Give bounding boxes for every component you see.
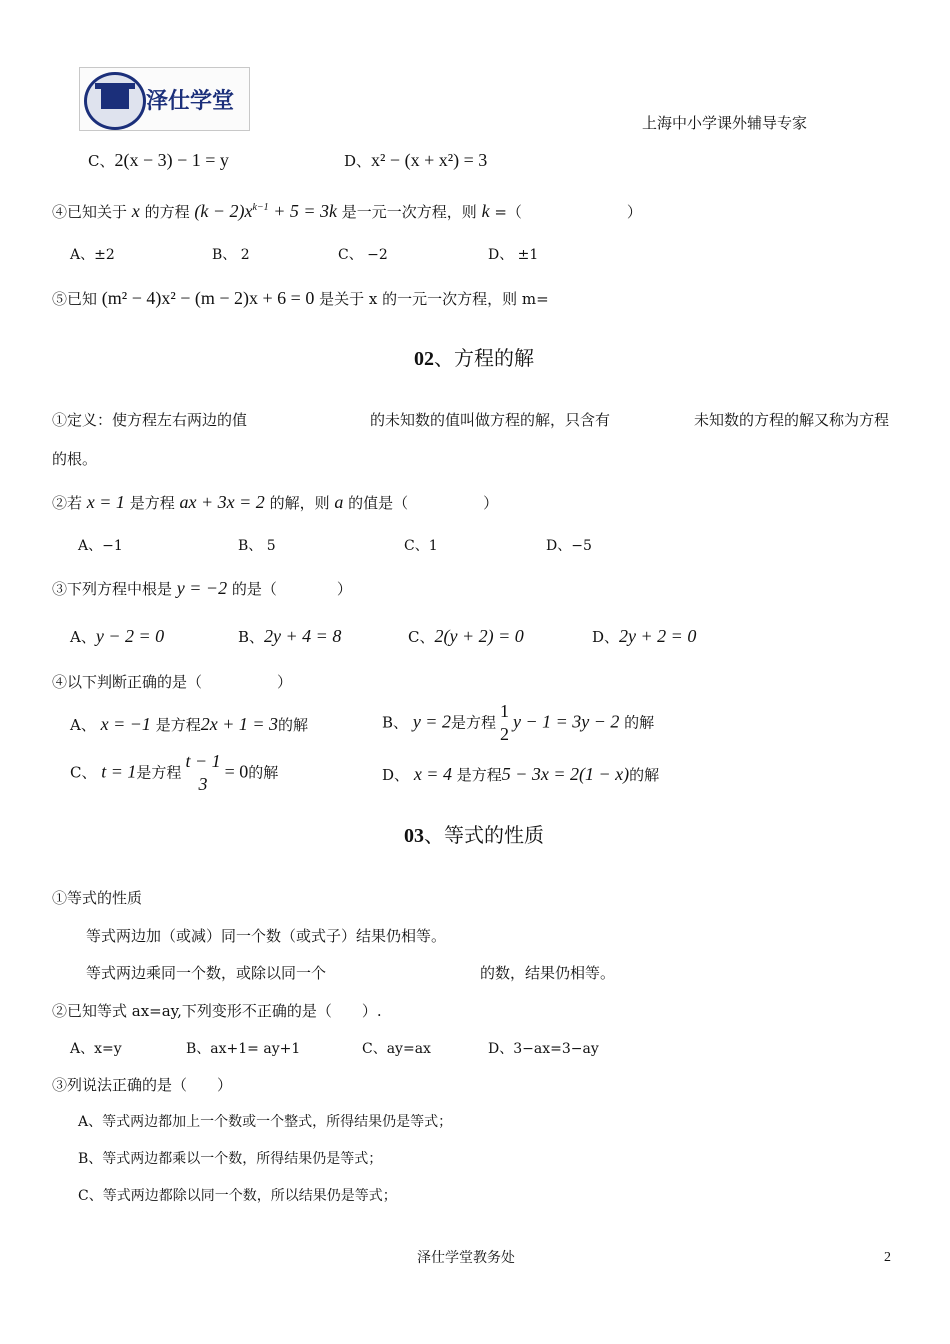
option-label: C、 (88, 152, 115, 170)
s3q2-option-a: A、x=y (70, 1041, 122, 1057)
numerator: 1 (499, 701, 509, 721)
text: 是方程 (129, 494, 175, 512)
answer-blank: =（ ） (494, 203, 642, 221)
variable: k (481, 201, 490, 221)
q4-option-a: A、±2 (70, 247, 115, 263)
fraction (185, 750, 220, 797)
option-label: C、 (70, 763, 97, 782)
s2q4-option-a (70, 714, 308, 736)
denominator: 3 (198, 774, 208, 795)
text: 的方程 (144, 203, 190, 221)
question-4-stem (52, 201, 642, 223)
option-label: B、 (238, 628, 265, 646)
option-label: A、 (70, 628, 96, 646)
s2-question-4-stem: ④以下判断正确的是（ ） (52, 673, 293, 691)
page-number: 2 (884, 1250, 891, 1265)
text: ④已知关于 (52, 203, 128, 221)
s3q2-option-d: D、3−ax=3−ay (488, 1041, 599, 1057)
equation: 5 − 3x = 2(1 − x) (501, 764, 630, 784)
equation: t = 1 (101, 761, 137, 782)
equation: x = 1 (86, 492, 125, 512)
prev-option-d (344, 150, 487, 172)
option-label: A、 (70, 716, 96, 734)
s2q4-option-b (382, 700, 654, 747)
s3q3-option-b: B、等式两边都乘以一个数，所得结果仍是等式； (78, 1151, 383, 1167)
s2q4-option-d (382, 764, 659, 786)
equation: = 0 (224, 761, 249, 782)
s3-question-2-stem: ②已知等式 ax=ay,下列变形不正确的是（ ）. (52, 1002, 382, 1020)
text: 的解，则 (269, 494, 330, 512)
q4-option-c: C、 −2 (338, 247, 388, 263)
s3q2-option-c: C、ay=ax (362, 1041, 431, 1057)
s3-question-1-stem: ①等式的性质 (52, 889, 143, 907)
s3q2-option-b: B、ax+1= ay+1 (186, 1041, 301, 1057)
text: 是方程 (450, 713, 496, 732)
text: 的解 (624, 713, 655, 732)
equation: x = −1 (100, 714, 151, 734)
text: ③下列方程中根是 (52, 580, 173, 598)
s3-q1-line2b: 的数，结果仍相等。 (480, 964, 616, 982)
equation: ax + 3x = 2 (179, 492, 265, 512)
equation: 2(x − 3) − 1 = y (114, 150, 229, 170)
s2-q1-part1: ①定义：使方程左右两边的值 (52, 411, 248, 429)
section-title: 、方程的解 (434, 346, 534, 370)
footer-center: 泽仕学堂教务处 (417, 1250, 515, 1266)
text: 是方程 (155, 716, 201, 734)
section-title: 、等式的性质 (424, 823, 544, 847)
s2q2-option-d: D、−5 (546, 538, 592, 554)
equation: 2(y + 2) = 0 (434, 626, 524, 646)
equation: x = 4 (413, 764, 452, 784)
text: 是关于 x 的一元一次方程，则 m= (319, 290, 549, 308)
section-number: 02 (414, 348, 434, 370)
s2q3-option-c (408, 626, 524, 648)
s3-q1-line2a: 等式两边乘同一个数，或除以同一个 (86, 964, 327, 982)
logo-text: 泽仕学堂 (146, 89, 235, 114)
answer-blank: 的是（ ） (231, 580, 352, 598)
equation: x² − (x + x²) = 3 (371, 150, 488, 170)
answer-blank: 的值是（ ） (348, 494, 499, 512)
equation: 2y + 4 = 8 (264, 626, 342, 646)
s2-question-3-stem (52, 578, 352, 600)
section-heading-02 (414, 346, 534, 371)
option-label: D、 (382, 766, 410, 784)
equation: 2y + 2 = 0 (619, 626, 697, 646)
text: ⑤已知 (52, 290, 98, 308)
s2q3-option-a (70, 626, 164, 648)
q4-option-b: B、 2 (212, 247, 250, 263)
equation: y = −2 (176, 578, 228, 598)
s2q4-option-c (70, 750, 278, 797)
equation: $(k - 2)x^{k-1} + 5 = 3k$ (194, 201, 337, 221)
s2q2-option-b: B、 5 (238, 538, 276, 554)
s3q3-option-a: A、等式两边都加上一个数或一个整式，所得结果仍是等式； (78, 1114, 453, 1130)
text: 的解 (278, 716, 309, 734)
denominator: 2 (499, 724, 509, 745)
s2-question-2-stem (52, 492, 498, 514)
text: 是方程 (456, 766, 502, 784)
text: 是方程 (136, 763, 182, 782)
s2-q1-part3: 未知数的方程的解又称为方程 (694, 411, 890, 429)
text: ②若 (52, 494, 83, 512)
equation: y − 1 = 3y − 2 (512, 711, 620, 732)
section-number: 03 (404, 825, 424, 847)
equation: 2x + 1 = 3 (200, 714, 279, 734)
option-label: D、 (592, 628, 620, 646)
header-slogan: 上海中小学课外辅导专家 (642, 114, 808, 132)
q4-option-d: D、 ±1 (488, 247, 539, 263)
fraction (500, 700, 509, 747)
s3-q1-line1: 等式两边加（或减）同一个数（或式子）结果仍相等。 (86, 927, 447, 945)
section-heading-03 (404, 823, 544, 848)
question-5-stem (52, 288, 549, 310)
s2q2-option-c: C、1 (404, 538, 438, 554)
logo (79, 67, 250, 131)
option-label: C、 (408, 628, 435, 646)
equation: y = 2 (412, 711, 451, 732)
text: 是一元一次方程，则 (341, 203, 477, 221)
s2q3-option-d (592, 626, 696, 648)
variable: x (131, 201, 140, 221)
s2-q1-part2: 的未知数的值叫做方程的解，只含有 (370, 411, 611, 429)
numerator: t − 1 (185, 751, 221, 771)
s2-q1-part4: 的根。 (52, 450, 98, 468)
prev-option-c (88, 150, 229, 172)
text: 的解 (248, 763, 279, 782)
s3-question-3-stem: ③列说法正确的是（ ） (52, 1076, 233, 1094)
option-label: B、 (382, 713, 409, 732)
school-seal-icon (84, 72, 146, 130)
s3q3-option-c: C、等式两边都除以同一个数，所以结果仍是等式； (78, 1188, 397, 1204)
text: 的解 (629, 766, 660, 784)
variable: a (334, 492, 344, 512)
equation: (m² − 4)x² − (m − 2)x + 6 = 0 (101, 288, 315, 308)
equation: y − 2 = 0 (95, 626, 165, 646)
option-label: D、 (344, 152, 372, 170)
s2q3-option-b (238, 626, 341, 648)
s2q2-option-a: A、−1 (78, 538, 123, 554)
